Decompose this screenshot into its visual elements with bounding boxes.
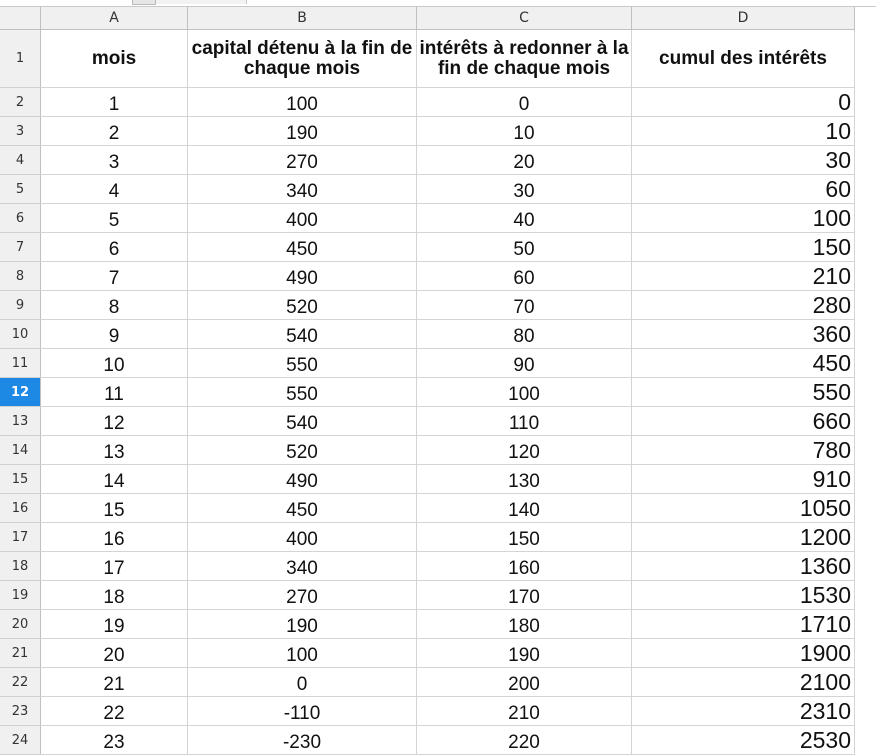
- spreadsheet-grid[interactable]: [0, 7, 855, 755]
- cell-interets[interactable]: 70: [417, 291, 632, 320]
- cell-capital[interactable]: 270: [188, 581, 417, 610]
- cell-interets[interactable]: 80: [417, 320, 632, 349]
- cell-capital[interactable]: 450: [188, 233, 417, 262]
- cell-interets[interactable]: 60: [417, 262, 632, 291]
- cell-capital[interactable]: 540: [188, 320, 417, 349]
- cell-mois[interactable]: 3: [41, 146, 188, 175]
- cell-capital[interactable]: -230: [188, 726, 417, 755]
- cell-cumul[interactable]: 1710: [632, 610, 855, 639]
- cell-interets[interactable]: 220: [417, 726, 632, 755]
- cell-cumul[interactable]: 1530: [632, 581, 855, 610]
- table-row: [0, 668, 855, 697]
- row-header[interactable]: 22: [0, 668, 41, 697]
- cell-capital[interactable]: 520: [188, 291, 417, 320]
- cell-capital[interactable]: 400: [188, 523, 417, 552]
- cell-mois[interactable]: 10: [41, 349, 188, 378]
- row-header[interactable]: 9: [0, 291, 41, 320]
- row-header[interactable]: 24: [0, 726, 41, 755]
- row-header[interactable]: 5: [0, 175, 41, 204]
- table-row: [0, 436, 855, 465]
- table-row: [0, 262, 855, 291]
- cell-cumul[interactable]: 2530: [632, 726, 855, 755]
- row-header[interactable]: 16: [0, 494, 41, 523]
- table-row: [0, 204, 855, 233]
- cell-cumul[interactable]: 0: [632, 88, 855, 117]
- cell-capital[interactable]: 190: [188, 117, 417, 146]
- cell-cumul[interactable]: 30: [632, 146, 855, 175]
- cell-interets[interactable]: 110: [417, 407, 632, 436]
- cell-cumul[interactable]: 550: [632, 378, 855, 407]
- column-header-b[interactable]: B: [188, 7, 417, 30]
- header-cell-interets[interactable]: intérêts à redonner à la fin de chaque mois: [417, 30, 632, 88]
- cell-mois[interactable]: 17: [41, 552, 188, 581]
- cell-capital[interactable]: 100: [188, 639, 417, 668]
- cell-mois[interactable]: 12: [41, 407, 188, 436]
- cell-cumul[interactable]: 1360: [632, 552, 855, 581]
- cell-mois[interactable]: 9: [41, 320, 188, 349]
- cell-cumul[interactable]: 1200: [632, 523, 855, 552]
- row-header[interactable]: 4: [0, 146, 41, 175]
- table-row: [0, 726, 855, 755]
- scroll-tab-button[interactable]: [132, 0, 156, 5]
- row-header[interactable]: 20: [0, 610, 41, 639]
- cell-cumul[interactable]: 10: [632, 117, 855, 146]
- cell-cumul[interactable]: 280: [632, 291, 855, 320]
- cell-interets[interactable]: 120: [417, 436, 632, 465]
- cell-mois[interactable]: 13: [41, 436, 188, 465]
- row-header[interactable]: 8: [0, 262, 41, 291]
- cell-interets[interactable]: 160: [417, 552, 632, 581]
- cell-capital[interactable]: 490: [188, 262, 417, 291]
- cell-mois[interactable]: 7: [41, 262, 188, 291]
- table-row: [0, 175, 855, 204]
- row-header[interactable]: 7: [0, 233, 41, 262]
- cell-mois[interactable]: 20: [41, 639, 188, 668]
- table-row: [0, 349, 855, 378]
- table-row: [0, 581, 855, 610]
- cell-capital[interactable]: 400: [188, 204, 417, 233]
- cell-cumul[interactable]: 660: [632, 407, 855, 436]
- cell-interets[interactable]: 210: [417, 697, 632, 726]
- table-row: [0, 523, 855, 552]
- cell-interets[interactable]: 0: [417, 88, 632, 117]
- column-header-d[interactable]: D: [632, 7, 855, 30]
- table-row: [0, 610, 855, 639]
- row-header[interactable]: 23: [0, 697, 41, 726]
- cell-mois[interactable]: 22: [41, 697, 188, 726]
- row-header[interactable]: 12: [0, 378, 41, 407]
- cell-interets[interactable]: 140: [417, 494, 632, 523]
- row-header[interactable]: 18: [0, 552, 41, 581]
- cell-capital[interactable]: 340: [188, 175, 417, 204]
- cell-mois[interactable]: 5: [41, 204, 188, 233]
- row-header[interactable]: 19: [0, 581, 41, 610]
- cell-cumul[interactable]: 210: [632, 262, 855, 291]
- cell-mois[interactable]: 23: [41, 726, 188, 755]
- cell-mois[interactable]: 15: [41, 494, 188, 523]
- cell-cumul[interactable]: 910: [632, 465, 855, 494]
- cell-capital[interactable]: 490: [188, 465, 417, 494]
- cell-capital[interactable]: -110: [188, 697, 417, 726]
- row-header[interactable]: 10: [0, 320, 41, 349]
- cell-mois[interactable]: 2: [41, 117, 188, 146]
- cell-cumul[interactable]: 360: [632, 320, 855, 349]
- cell-cumul[interactable]: 780: [632, 436, 855, 465]
- column-header-a[interactable]: A: [41, 7, 188, 30]
- cell-cumul[interactable]: 100: [632, 204, 855, 233]
- cell-cumul[interactable]: 450: [632, 349, 855, 378]
- cell-interets[interactable]: 20: [417, 146, 632, 175]
- cell-mois[interactable]: 4: [41, 175, 188, 204]
- row-header[interactable]: 3: [0, 117, 41, 146]
- cell-capital[interactable]: 100: [188, 88, 417, 117]
- cell-interets[interactable]: 100: [417, 378, 632, 407]
- cell-capital[interactable]: 190: [188, 610, 417, 639]
- sheet-tab-area[interactable]: [156, 0, 247, 4]
- row-header[interactable]: 13: [0, 407, 41, 436]
- cell-cumul[interactable]: 2310: [632, 697, 855, 726]
- cell-mois[interactable]: 1: [41, 88, 188, 117]
- row-header[interactable]: 17: [0, 523, 41, 552]
- table-header-row: [0, 30, 855, 88]
- cell-mois[interactable]: 19: [41, 610, 188, 639]
- row-header[interactable]: 21: [0, 639, 41, 668]
- table-row: [0, 465, 855, 494]
- cell-interets[interactable]: 150: [417, 523, 632, 552]
- cell-capital[interactable]: 550: [188, 378, 417, 407]
- cell-mois[interactable]: 6: [41, 233, 188, 262]
- table-row: [0, 697, 855, 726]
- cell-capital[interactable]: 520: [188, 436, 417, 465]
- column-header-c[interactable]: C: [417, 7, 632, 30]
- cell-cumul[interactable]: 2100: [632, 668, 855, 697]
- header-cell-capital[interactable]: capital détenu à la fin de chaque mois: [188, 30, 417, 88]
- cell-interets[interactable]: 130: [417, 465, 632, 494]
- table-row: [0, 494, 855, 523]
- cell-mois[interactable]: 16: [41, 523, 188, 552]
- table-row: [0, 233, 855, 262]
- cell-interets[interactable]: 90: [417, 349, 632, 378]
- cell-interets[interactable]: 10: [417, 117, 632, 146]
- cell-capital[interactable]: 450: [188, 494, 417, 523]
- table-row: [0, 117, 855, 146]
- select-all-corner[interactable]: [0, 7, 41, 30]
- row-header[interactable]: 6: [0, 204, 41, 233]
- table-row: [0, 320, 855, 349]
- cell-interets[interactable]: 190: [417, 639, 632, 668]
- toolbar-strip: [0, 0, 876, 7]
- cell-capital[interactable]: 540: [188, 407, 417, 436]
- header-cell-cumul[interactable]: cumul des intérêts: [632, 30, 855, 88]
- cell-cumul[interactable]: 1050: [632, 494, 855, 523]
- row-header[interactable]: 1: [0, 30, 41, 88]
- cell-interets[interactable]: 180: [417, 610, 632, 639]
- row-header[interactable]: 2: [0, 88, 41, 117]
- cell-cumul[interactable]: 1900: [632, 639, 855, 668]
- cell-cumul[interactable]: 150: [632, 233, 855, 262]
- cell-mois[interactable]: 14: [41, 465, 188, 494]
- table-row: [0, 378, 855, 407]
- cell-interets[interactable]: 40: [417, 204, 632, 233]
- cell-capital[interactable]: 340: [188, 552, 417, 581]
- cell-interets[interactable]: 200: [417, 668, 632, 697]
- row-header[interactable]: 11: [0, 349, 41, 378]
- cell-mois[interactable]: 8: [41, 291, 188, 320]
- cell-mois[interactable]: 21: [41, 668, 188, 697]
- cell-capital[interactable]: 0: [188, 668, 417, 697]
- header-cell-mois[interactable]: mois: [41, 30, 188, 88]
- cell-cumul[interactable]: 60: [632, 175, 855, 204]
- table-row: [0, 407, 855, 436]
- cell-capital[interactable]: 550: [188, 349, 417, 378]
- cell-interets[interactable]: 30: [417, 175, 632, 204]
- cell-interets[interactable]: 50: [417, 233, 632, 262]
- cell-mois[interactable]: 11: [41, 378, 188, 407]
- table-row: [0, 639, 855, 668]
- table-row: [0, 291, 855, 320]
- row-header[interactable]: 14: [0, 436, 41, 465]
- row-header[interactable]: 15: [0, 465, 41, 494]
- column-header-row: [0, 7, 855, 30]
- table-row: [0, 552, 855, 581]
- cell-mois[interactable]: 18: [41, 581, 188, 610]
- cell-interets[interactable]: 170: [417, 581, 632, 610]
- table-row: [0, 88, 855, 117]
- cell-capital[interactable]: 270: [188, 146, 417, 175]
- table-row: [0, 146, 855, 175]
